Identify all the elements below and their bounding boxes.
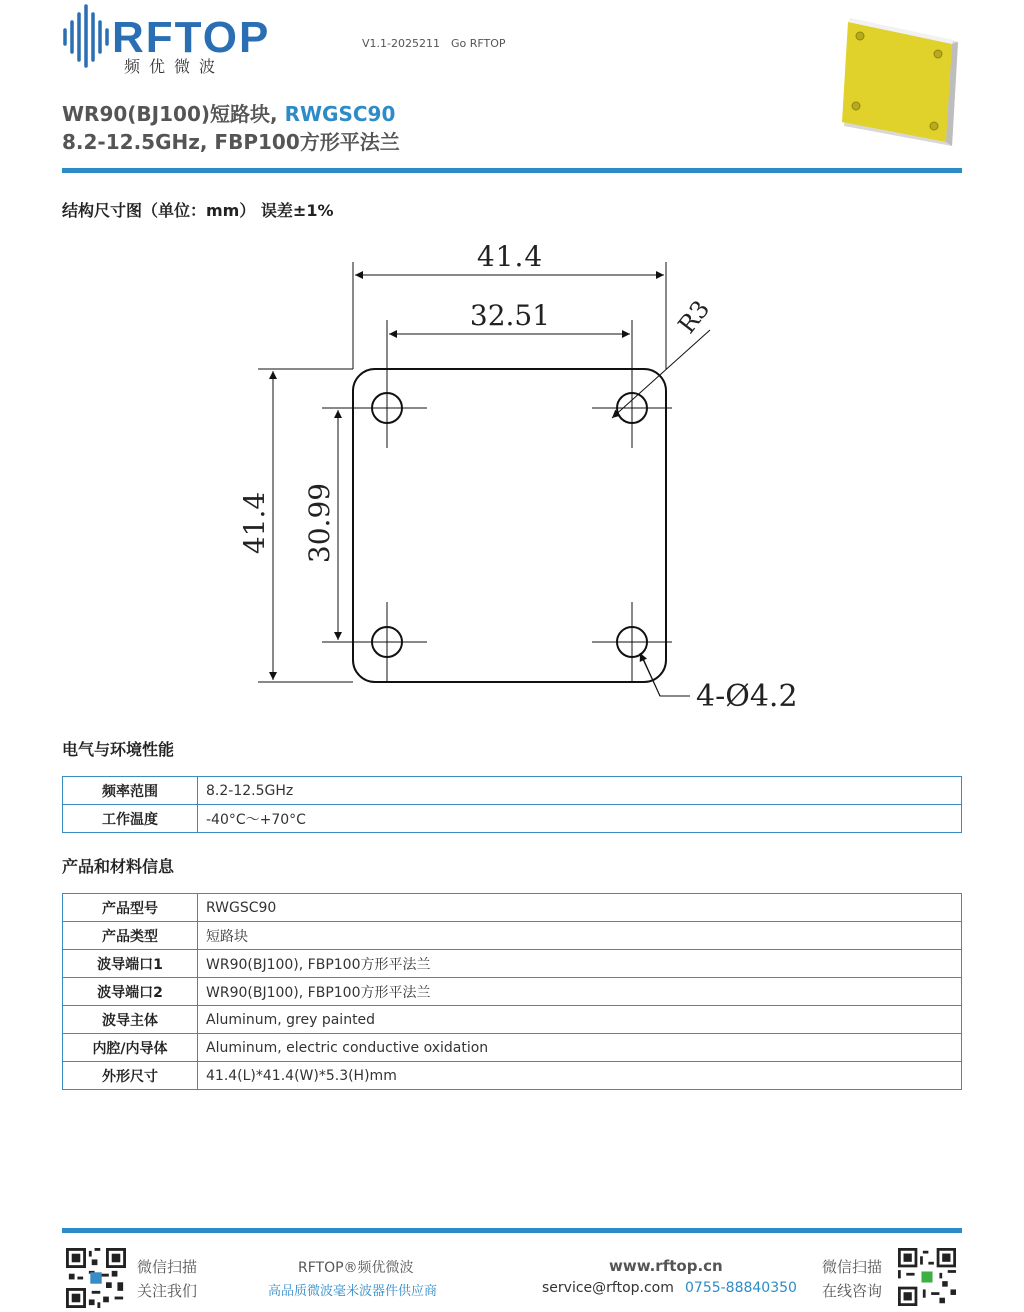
model-number: RWGSC90 (284, 102, 396, 126)
footer-email[interactable]: service@rftop.com (542, 1280, 674, 1296)
footer-left-line1: 微信扫描 (137, 1258, 198, 1276)
row-value: -40°C～+70°C (198, 805, 962, 833)
row-value: Aluminum, electric conductive oxidation (198, 1034, 962, 1062)
mount-holes (347, 368, 672, 682)
row-value: Aluminum, grey painted (198, 1006, 962, 1034)
footer-right-line1: 微信扫描 (822, 1258, 883, 1276)
product-section-title: 产品和材料信息 (62, 857, 175, 876)
version-label: V1.1-2025211 (362, 37, 440, 50)
row-key: 内腔/内导体 (63, 1034, 198, 1062)
row-value: WR90(BJ100), FBP100方形平法兰 (198, 978, 962, 1006)
row-value: WR90(BJ100), FBP100方形平法兰 (198, 950, 962, 978)
table-row (63, 922, 962, 950)
table-row (63, 777, 962, 805)
dim-hole-spacing-y: 30.99 (303, 482, 336, 564)
row-key: 波导主体 (63, 1006, 198, 1034)
footer-right-line2: 在线咨询 (822, 1282, 883, 1300)
go-rftop-link[interactable]: Go RFTOP (451, 37, 506, 50)
table-row (63, 894, 962, 922)
footer-left-line2: 关注我们 (137, 1282, 198, 1300)
row-value: 41.4(L)*41.4(W)*5.3(H)mm (198, 1062, 962, 1090)
table-row (63, 1034, 962, 1062)
table-row (63, 1006, 962, 1034)
footer-tagline: 高品质微波毫米波器件供应商 (268, 1284, 438, 1299)
footer-website[interactable]: www.rftop.cn (609, 1257, 723, 1275)
table-row (63, 950, 962, 978)
radius-leader (612, 330, 710, 418)
electrical-section-title: 电气与环境性能 (62, 740, 175, 759)
table-row (63, 1062, 962, 1090)
product-table (62, 893, 962, 1090)
footer-phone[interactable]: 0755-88840350 (685, 1280, 797, 1296)
row-key: 频率范围 (63, 777, 198, 805)
dim-radius: R3 (672, 295, 716, 339)
row-key: 工作温度 (63, 805, 198, 833)
row-key: 波导端口2 (63, 978, 198, 1006)
table-row (63, 805, 962, 833)
row-value: 短路块 (198, 922, 962, 950)
dim-outer-height: 41.4 (238, 491, 271, 555)
dim-holes: 4-Ø4.2 (696, 679, 798, 714)
footer-divider (62, 1228, 962, 1233)
row-value: RWGSC90 (198, 894, 962, 922)
drawing-section-title: 结构尺寸图（单位：mm） 误差±1% (62, 201, 334, 220)
table-row (63, 978, 962, 1006)
row-key: 外形尺寸 (63, 1062, 198, 1090)
dim-outer-width: 41.4 (476, 240, 544, 273)
row-value: 8.2-12.5GHz (198, 777, 962, 805)
footer-brand: RFTOP®频优微波 (298, 1260, 414, 1276)
row-key: 产品型号 (63, 894, 198, 922)
title-prefix: WR90(BJ100)短路块, (62, 102, 285, 126)
logo-subtitle: 频优微波 (124, 57, 225, 76)
qr-code-consult-icon[interactable] (898, 1248, 956, 1306)
dim-hole-spacing-x: 32.51 (469, 299, 551, 332)
row-key: 波导端口1 (63, 950, 198, 978)
qr-code-follow-icon[interactable] (66, 1248, 126, 1308)
page-title-line2: 8.2-12.5GHz, FBP100方形平法兰 (62, 130, 400, 154)
electrical-table (62, 776, 962, 833)
row-key: 产品类型 (63, 922, 198, 950)
logo-text: RFTOP (112, 13, 271, 62)
